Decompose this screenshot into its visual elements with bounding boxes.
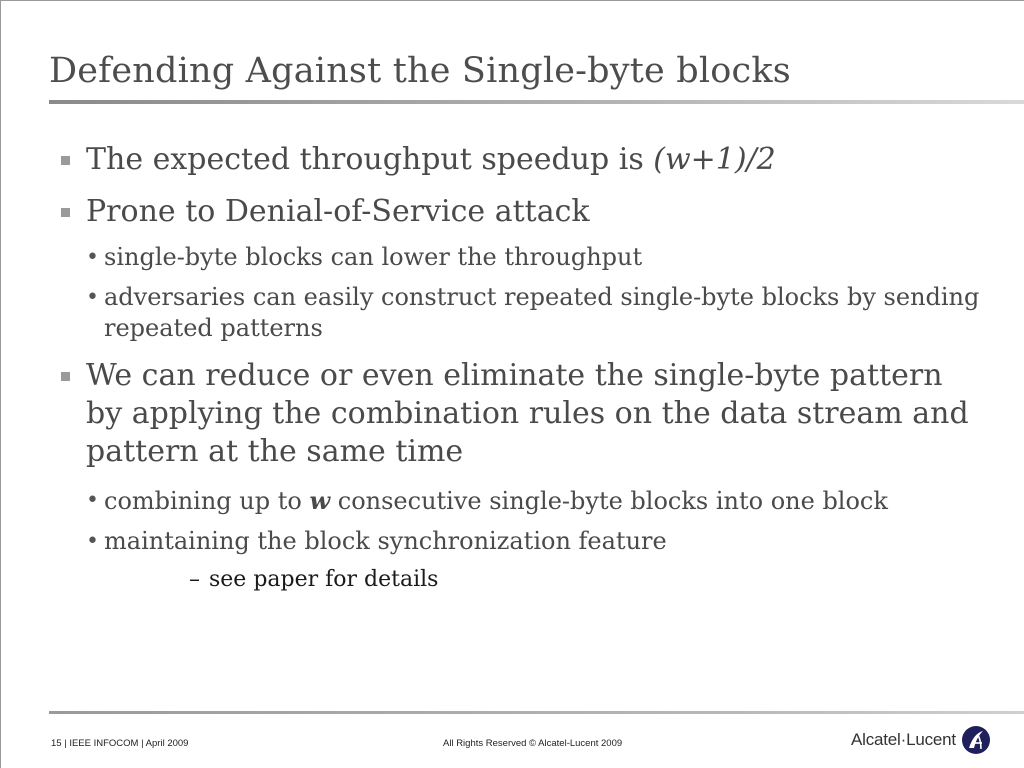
footer-page-info: 15 | IEEE INFOCOM | April 2009 [51, 738, 189, 749]
dot-bullet-icon: • [86, 529, 99, 554]
sub-bullet-adversaries [86, 282, 981, 344]
sub-bullet-text-pre: combining up to [104, 487, 310, 515]
slide-body [61, 141, 981, 594]
sub-bullet-text: maintaining the block synchronization feature [104, 527, 667, 555]
bullet-dos [61, 193, 981, 231]
logo-wordmark: Alcatel·Lucent [851, 730, 956, 749]
formula: (w+1)/2 [653, 142, 776, 177]
bullet-throughput [61, 141, 981, 179]
dot-bullet-icon: • [86, 488, 99, 513]
company-logo [851, 725, 991, 755]
bullet-reduce [61, 357, 981, 471]
square-bullet-icon [61, 372, 70, 381]
variable-w: w [309, 486, 331, 515]
slide-title: Defending Against the Single-byte blocks [49, 51, 791, 91]
sub-bullet-synchronization [86, 526, 981, 557]
square-bullet-icon [61, 156, 70, 165]
footer-copyright: All Rights Reserved © Alcatel-Lucent 2009 [443, 738, 623, 749]
footer-divider [49, 711, 1024, 714]
dash-bullet-icon: – [189, 567, 200, 592]
dot-bullet-icon: • [86, 245, 99, 270]
sub-sub-bullet-text: see paper for details [209, 567, 439, 592]
alcatel-lucent-logo-icon [961, 725, 991, 755]
bullet-text: The expected throughput speedup is [86, 142, 654, 177]
sub-bullet-text: single-byte blocks can lower the throughput [104, 243, 643, 271]
title-divider [49, 100, 1024, 104]
dot-bullet-icon: • [86, 285, 99, 310]
sub-bullet-lower-throughput [86, 242, 981, 273]
sub-sub-bullet-details [189, 566, 981, 594]
sub-bullet-combining [86, 485, 981, 517]
sub-bullet-text-post: consecutive single-byte blocks into one block [330, 487, 888, 515]
square-bullet-icon [61, 208, 70, 217]
bullet-text: Prone to Denial-of-Service attack [86, 194, 590, 229]
sub-bullet-text: adversaries can easily construct repeated single-byte blocks by sending repeated patterns [104, 283, 980, 342]
bullet-text: We can reduce or even eliminate the single-byte pattern by applying the combination rules on the data stream and pattern at the same time [86, 358, 969, 469]
